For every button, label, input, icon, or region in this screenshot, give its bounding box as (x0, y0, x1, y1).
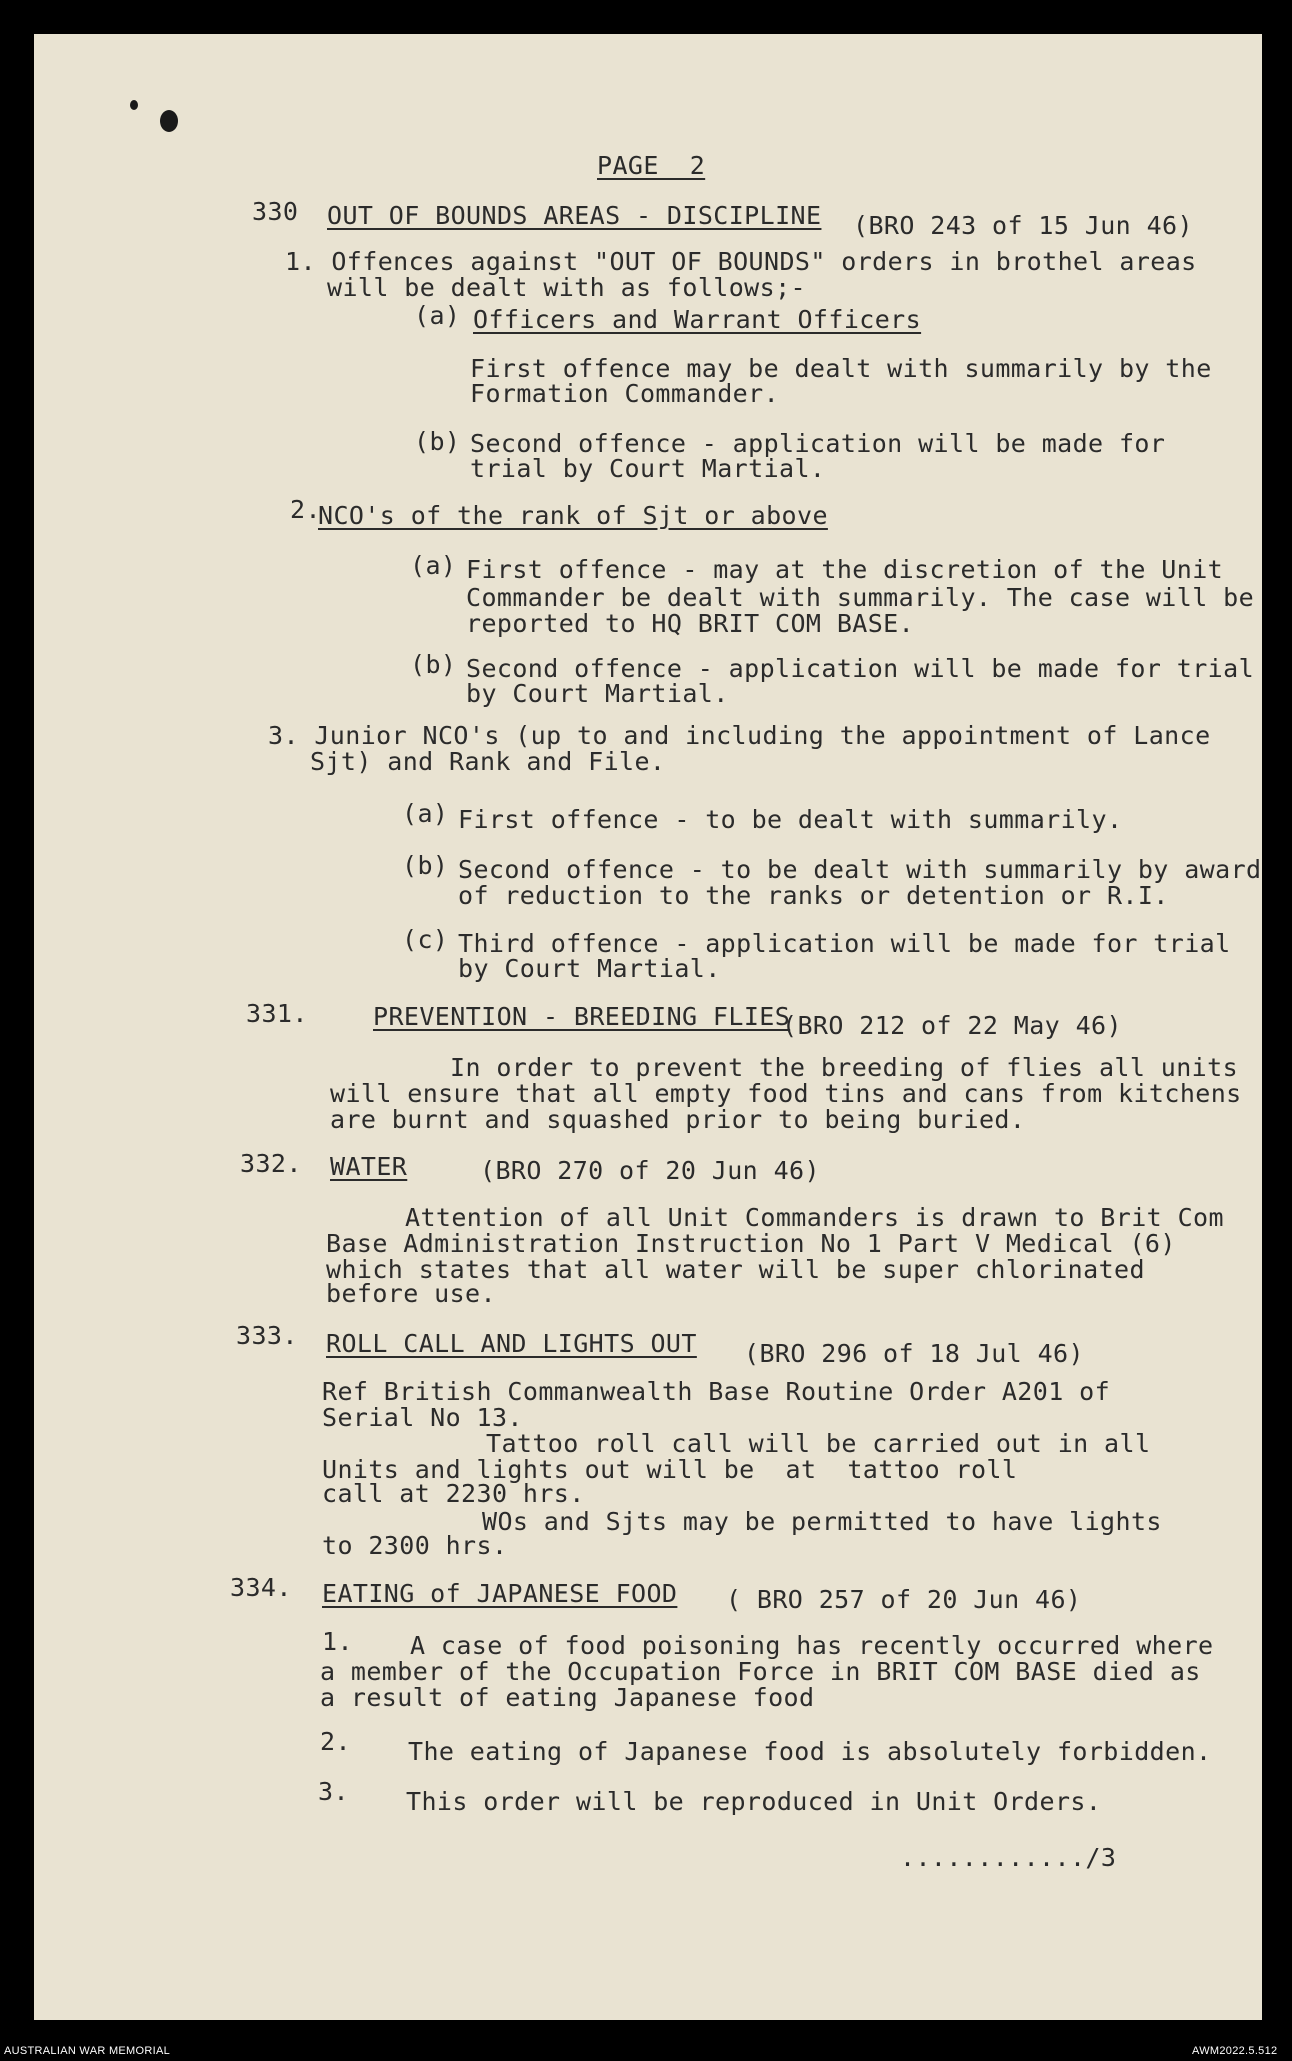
section-334-p2-number: 2. (320, 1727, 351, 1756)
section-332-title: WATER (330, 1152, 408, 1181)
section-334-number: 334. (230, 1573, 292, 1602)
section-330-p2b-line2: by Court Martial. (466, 679, 729, 708)
section-334-ref: ( BRO 257 of 20 Jun 46) (726, 1585, 1082, 1614)
section-333-line6: WOs and Sjts may be permitted to have lights (482, 1507, 1162, 1536)
section-330-p2-number: 2. (290, 495, 321, 524)
section-330-p3a-label: (a) (402, 799, 449, 828)
section-330-number: 330 (252, 197, 299, 226)
section-330-p3a-line1: First offence - to be dealt with summarily. (458, 805, 1123, 834)
page-header: PAGE 2 (597, 151, 706, 180)
section-330-p2a-line2: Commander be dealt with summarily. The case will be (466, 583, 1255, 612)
section-333-line4: Units and lights out will be at tattoo roll (322, 1455, 1018, 1484)
section-334-p1-line1: A case of food poisoning has recently occurred where (410, 1631, 1214, 1660)
section-332-number: 332. (240, 1149, 302, 1178)
section-330-p3b-line1: Second offence - to be dealt with summarily by award (458, 855, 1262, 884)
section-334-p1-line3: a result of eating Japanese food (320, 1683, 815, 1712)
section-332-line3: which states that all water will be super chlorinated (326, 1255, 1145, 1284)
section-330-p2b-line1: Second offence - application will be made for trial (466, 654, 1255, 683)
section-333-number: 333. (236, 1321, 298, 1350)
section-330-p1-line1: 1. Offences against "OUT OF BOUNDS" orders in brothel areas (285, 247, 1197, 276)
section-334-p1-number: 1. (322, 1627, 353, 1656)
section-330-p3-line2: Sjt) and Rank and File. (310, 747, 666, 776)
section-331-title: PREVENTION - BREEDING FLIES (373, 1002, 791, 1031)
section-330-p3b-label: (b) (402, 851, 449, 880)
section-330-p3c-line1: Third offence - application will be made for trial (458, 929, 1231, 958)
section-330-a-line2: Formation Commander. (470, 379, 780, 408)
section-333-line7: to 2300 hrs. (322, 1531, 508, 1560)
section-331-line1: In order to prevent the breeding of flies all units (450, 1053, 1239, 1082)
section-332-line4: before use. (326, 1279, 496, 1308)
section-332-ref: (BRO 270 of 20 Jun 46) (480, 1156, 820, 1185)
section-333-line5: call at 2230 hrs. (322, 1479, 585, 1508)
section-333-line3: Tattoo roll call will be carried out in all (486, 1429, 1151, 1458)
section-334-p1-line2: a member of the Occupation Force in BRIT COM BASE died as (320, 1657, 1201, 1686)
section-331-ref: (BRO 212 of 22 May 46) (782, 1011, 1122, 1040)
section-330-p3c-label: (c) (402, 925, 449, 954)
section-330-a-title: Officers and Warrant Officers (473, 305, 922, 334)
section-331-line2: will ensure that all empty food tins and cans from kitchens (330, 1079, 1242, 1108)
section-330-b-line1: Second offence - application will be made for (470, 429, 1166, 458)
ink-stain (130, 100, 138, 110)
footer-reference: AWM2022.5.512 (1192, 2045, 1278, 2057)
section-330-p3b-line2: of reduction to the ranks or detention or R.I. (458, 881, 1169, 910)
section-333-line2: Serial No 13. (322, 1403, 523, 1432)
section-334-p3-line1: This order will be reproduced in Unit Orders. (406, 1787, 1102, 1816)
ink-stain (160, 110, 178, 132)
footer-source: AUSTRALIAN WAR MEMORIAL (4, 2045, 171, 2057)
section-330-p2b-label: (b) (410, 650, 457, 679)
section-333-title: ROLL CALL AND LIGHTS OUT (326, 1329, 697, 1358)
section-332-line2: Base Administration Instruction No 1 Part V Medical (6) (326, 1229, 1176, 1258)
section-330-a-line1: First offence may be dealt with summarily by the (470, 354, 1212, 383)
section-330-p1-line2: will be dealt with as follows;- (327, 273, 806, 302)
section-330-a-label: (a) (414, 301, 461, 330)
section-330-p2a-line1: First offence - may at the discretion of the Unit (466, 555, 1224, 584)
section-331-number: 331. (246, 999, 308, 1028)
section-330-p2-title: NCO's of the rank of Sjt or above (318, 501, 828, 530)
section-333-line1: Ref British Commanwealth Base Routine Order A201 of (322, 1377, 1111, 1406)
section-330-p3c-line2: by Court Martial. (458, 954, 721, 983)
section-334-p2-line1: The eating of Japanese food is absolutely forbidden. (408, 1737, 1212, 1766)
section-330-b-label: (b) (414, 427, 461, 456)
section-334-title: EATING of JAPANESE FOOD (322, 1579, 678, 1608)
section-330-p3-line1: 3. Junior NCO's (up to and including the appointment of Lance (268, 721, 1211, 750)
section-332-line1: Attention of all Unit Commanders is drawn to Brit Com (405, 1203, 1224, 1232)
section-330-p2a-label: (a) (410, 551, 457, 580)
section-334-p3-number: 3. (318, 1777, 349, 1806)
section-330-title: OUT OF BOUNDS AREAS - DISCIPLINE (327, 201, 822, 230)
section-330-ref: (BRO 243 of 15 Jun 46) (853, 211, 1193, 240)
section-330-p2a-line3: reported to HQ BRIT COM BASE. (466, 609, 915, 638)
section-330-b-line2: trial by Court Martial. (470, 454, 826, 483)
continuation-marker: ............/3 (900, 1843, 1117, 1872)
section-331-line3: are burnt and squashed prior to being buried. (330, 1105, 1026, 1134)
section-333-ref: (BRO 296 of 18 Jul 46) (744, 1339, 1084, 1368)
